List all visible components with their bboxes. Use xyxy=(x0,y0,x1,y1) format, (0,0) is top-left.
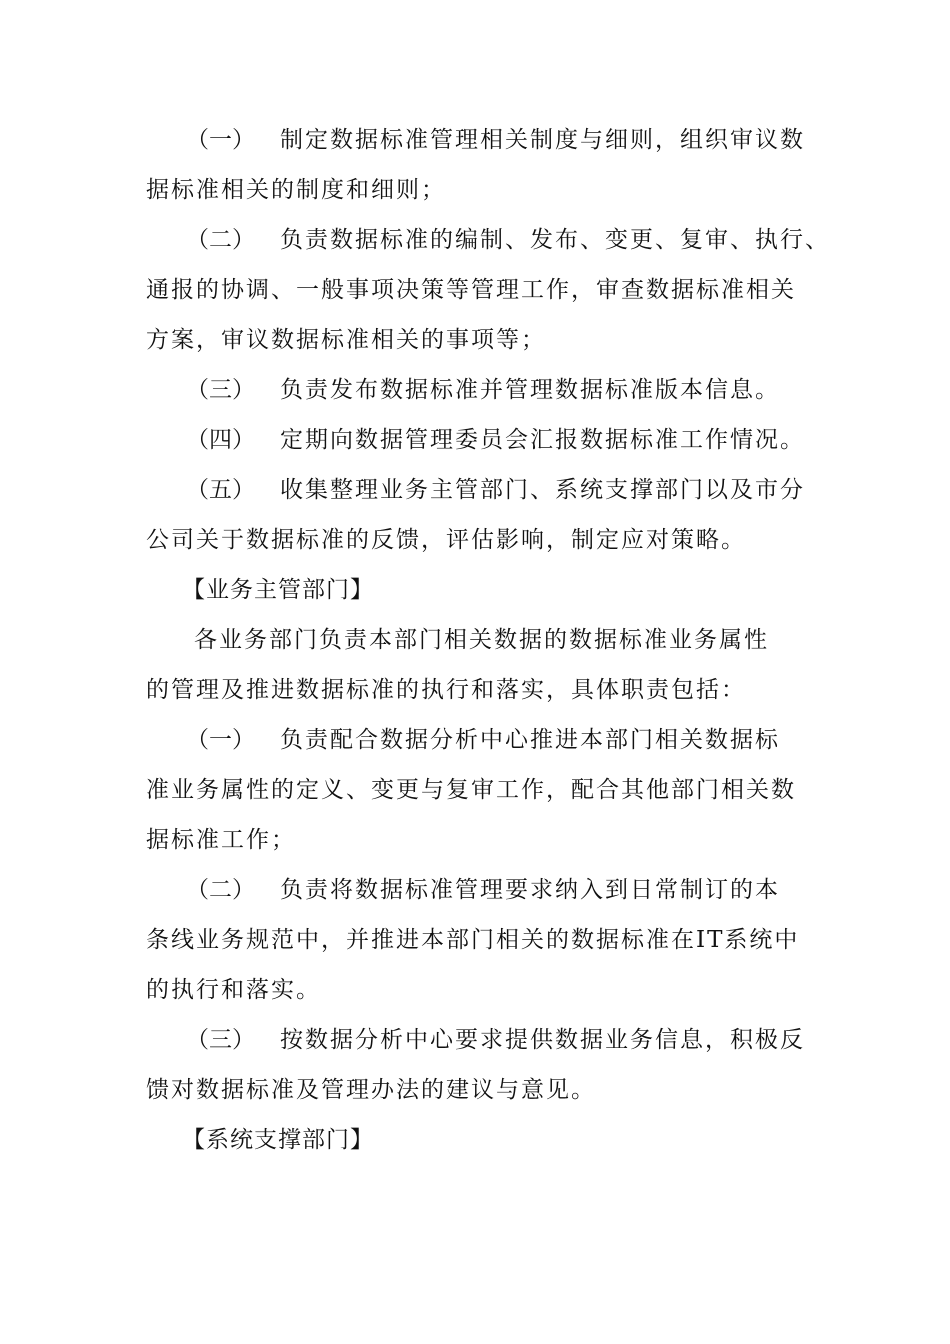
paragraph-text-continued: 的管理及推进数据标准的执行和落实，具体职责包括： xyxy=(146,677,746,703)
item-text-continued: 的执行和落实。 xyxy=(146,977,321,1003)
item-text-continued: 公司关于数据标准的反馈，评估影响，制定应对策略。 xyxy=(146,527,746,553)
item-number: （三） xyxy=(186,1027,255,1053)
item-text: 负责将数据标准管理要求纳入到日常制订的本 xyxy=(280,877,780,903)
item-text: 收集整理业务主管部门、系统支撑部门以及市分 xyxy=(280,477,805,503)
item-text: 负责数据标准的编制、发布、变更、复审、执行、 xyxy=(280,227,830,253)
item-number: （三） xyxy=(186,377,255,403)
item-text-continued: 准业务属性的定义、变更与复审工作，配合其他部门相关数 xyxy=(146,777,796,803)
section-heading: 【业务主管部门】 xyxy=(182,577,374,603)
paragraph-text: 各业务部门负责本部门相关数据的数据标准业务属性 xyxy=(194,627,769,653)
item-text-continued: 通报的协调、一般事项决策等管理工作，审查数据标准相关 xyxy=(146,277,796,303)
item-text-continued: 方案，审议数据标准相关的事项等； xyxy=(146,327,546,353)
item-number: （二） xyxy=(186,227,255,253)
item-text-continued: 馈对数据标准及管理办法的建议与意见。 xyxy=(146,1077,596,1103)
item-text: 制定数据标准管理相关制度与细则，组织审议数 xyxy=(280,127,805,153)
section-heading: 【系统支撑部门】 xyxy=(182,1127,374,1153)
item-number: （四） xyxy=(186,427,255,453)
item-number: （一） xyxy=(186,127,255,153)
item-number: （一） xyxy=(186,727,255,753)
item-text-continued: 据标准工作； xyxy=(146,827,296,853)
item-text: 按数据分析中心要求提供数据业务信息，积极反 xyxy=(280,1027,805,1053)
item-text-continued: 条线业务规范中，并推进本部门相关的数据标准在IT系统中 xyxy=(146,927,800,953)
item-text: 负责配合数据分析中心推进本部门相关数据标 xyxy=(280,727,780,753)
item-text: 负责发布数据标准并管理数据标准版本信息。 xyxy=(280,377,780,403)
item-text-continued: 据标准相关的制度和细则； xyxy=(146,177,446,203)
item-number: （二） xyxy=(186,877,255,903)
item-number: （五） xyxy=(186,477,255,503)
item-text: 定期向数据管理委员会汇报数据标准工作情况。 xyxy=(280,427,805,453)
